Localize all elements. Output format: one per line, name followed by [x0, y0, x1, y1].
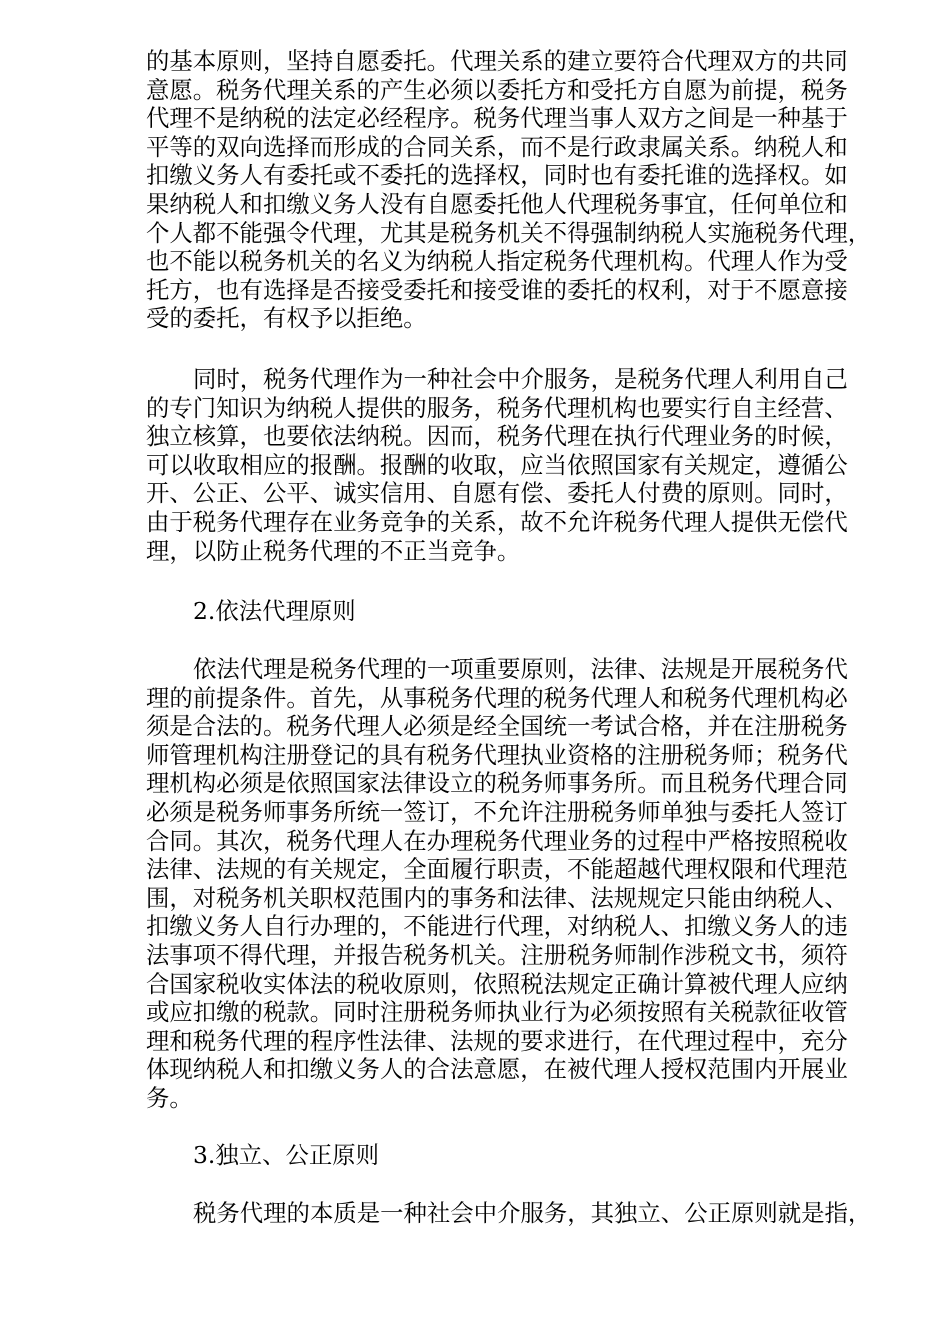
text-line: 扣缴义务人有委托或不委托的选择权，同时也有委托谁的选择权。如 — [146, 161, 848, 190]
text-line: 理机构必须是依照国家法律设立的税务师事务所。而且税务代理合同 — [146, 769, 848, 798]
text-line: 务。 — [146, 1083, 193, 1112]
text-line: 合同。其次，税务代理人在办理税务代理业务的过程中严格按照税收 — [146, 826, 848, 855]
text-line: 同时，税务代理作为一种社会中介服务，是税务代理人利用自己 — [193, 365, 848, 393]
paragraph-2 — [146, 365, 866, 565]
text-line: 受的委托，有权予以拒绝。 — [146, 304, 427, 333]
text-line: 由于税务代理存在业务竞争的关系，故不允许税务代理人提供无偿代 — [146, 507, 848, 536]
text-line: 也不能以税务机关的名义为纳税人指定税务代理机构。代理人作为受 — [146, 247, 848, 276]
paragraph-1 — [146, 47, 872, 333]
text-line: 依法代理是税务代理的一项重要原则，法律、法规是开展税务代 — [193, 655, 848, 683]
text-line: 扣缴义务人自行办理的，不能进行代理，对纳税人、扣缴义务人的违 — [146, 912, 848, 941]
text-line: 果纳税人和扣缴义务人没有自愿委托他人代理税务事宜，任何单位和 — [146, 189, 848, 218]
text-line: 平等的双向选择而形成的合同关系，而不是行政隶属关系。纳税人和 — [146, 132, 848, 161]
text-line: 托方，也有选择是否接受委托和接受谁的委托的权利，对于不愿意接 — [146, 275, 848, 304]
text-line: 体现纳税人和扣缴义务人的合法意愿，在被代理人授权范围内开展业 — [146, 1055, 848, 1084]
text-line: 的基本原则，坚持自愿委托。代理关系的建立要符合代理双方的共同 — [146, 47, 848, 75]
text-line: 可以收取相应的报酬。报酬的收取，应当依照国家有关规定，遵循公 — [146, 450, 848, 479]
text-line: 须是合法的。税务代理人必须是经全国统一考试合格，并在注册税务 — [146, 712, 848, 741]
text-line: 开、公正、公平、诚实信用、自愿有偿、委托人付费的原则。同时， — [146, 479, 848, 508]
text-line: 法事项不得代理，并报告税务机关。注册税务师制作涉税文书，须符 — [146, 940, 848, 969]
text-line: 或应扣缴的税款。同时注册税务师执业行为必须按照有关税款征收管 — [146, 998, 848, 1027]
paragraph-3 — [146, 655, 866, 1113]
text-line: 独立核算，也要依法纳税。因而，税务代理在执行代理业务的时候， — [146, 422, 848, 451]
text-line: 个人都不能强令代理，尤其是税务机关不得强制纳税人实施税务代理， — [146, 218, 872, 247]
text-line: 税务代理的本质是一种社会中介服务，其独立、公正原则就是指， — [193, 1199, 872, 1227]
text-line: 理，以防止税务代理的不正当竞争。 — [146, 536, 521, 565]
text-line: 理和税务代理的程序性法律、法规的要求进行，在代理过程中，充分 — [146, 1026, 848, 1055]
text-line: 合国家税收实体法的税收原则，依照税法规定正确计算被代理人应纳 — [146, 969, 848, 998]
paragraph-4 — [146, 1199, 872, 1228]
text-line: 的专门知识为纳税人提供的服务，税务代理机构也要实行自主经营、 — [146, 393, 848, 422]
text-line: 理的前提条件。首先，从事税务代理的税务代理人和税务代理机构必 — [146, 683, 848, 712]
section-heading-3: 3.独立、公正原则 — [193, 1141, 380, 1169]
text-line: 必须是税务师事务所统一签订，不允许注册税务师单独与委托人签订 — [146, 797, 848, 826]
text-line: 代理不是纳税的法定必经程序。税务代理当事人双方之间是一种基于 — [146, 104, 848, 133]
section-heading-2: 2.依法代理原则 — [193, 597, 356, 625]
text-line: 围，对税务机关职权范围内的事务和法律、法规规定只能由纳税人、 — [146, 883, 848, 912]
text-line: 师管理机构注册登记的具有税务代理执业资格的注册税务师；税务代 — [146, 740, 848, 769]
text-line: 法律、法规的有关规定，全面履行职责，不能超越代理权限和代理范 — [146, 855, 848, 884]
text-line: 意愿。税务代理关系的产生必须以委托方和受托方自愿为前提，税务 — [146, 75, 848, 104]
